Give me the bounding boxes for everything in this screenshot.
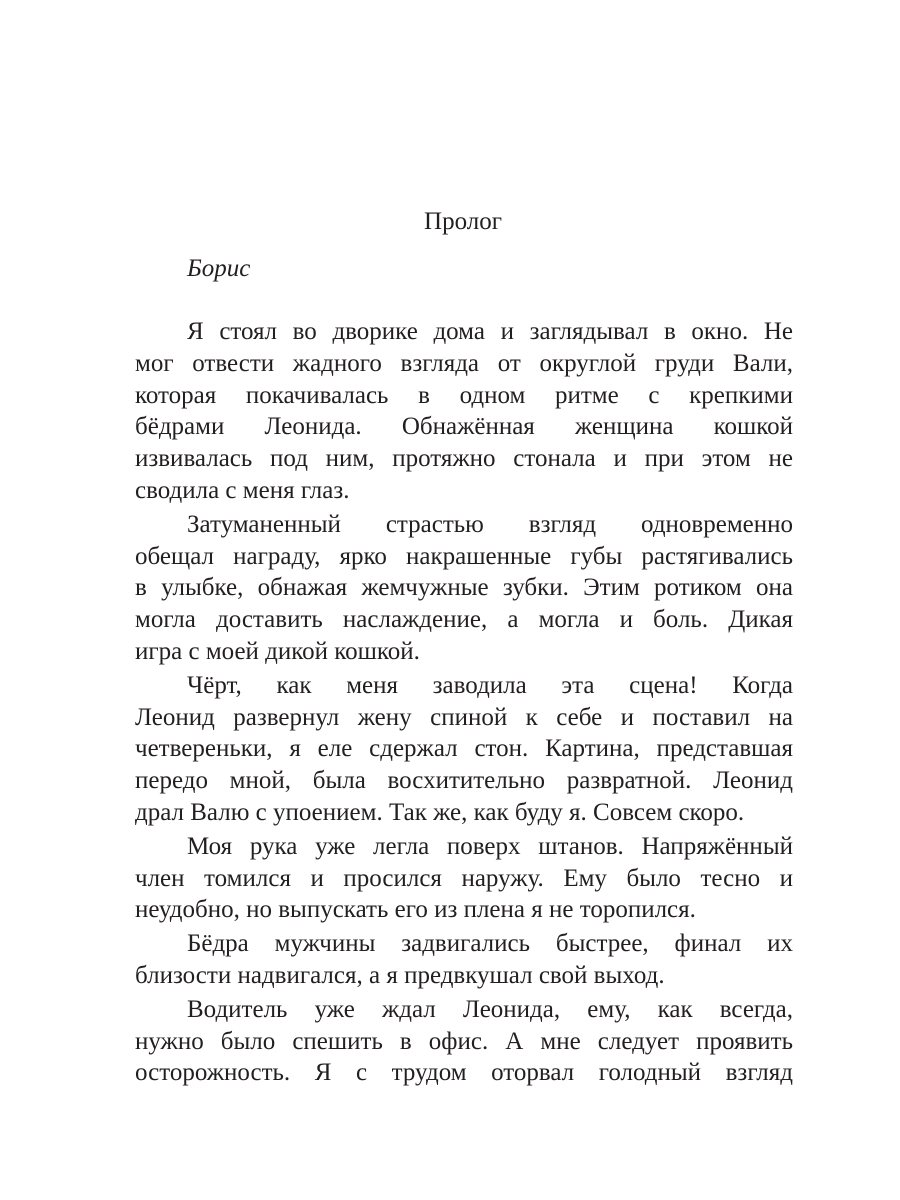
text-line: могла доставить наслаждение, а могла и боль. Дикая xyxy=(135,606,793,634)
text-line: передо мной, была восхитительно развратной. Леонид xyxy=(135,767,793,795)
text-line: неудобно, но выпускать его из плена я не торопился. xyxy=(135,896,696,924)
text-line: Бёдра мужчины задвигались быстрее, финал их xyxy=(187,930,793,958)
text-line: Я стоял во дворике дома и заглядывал в окно. Не xyxy=(187,318,793,345)
text-line: член томился и просился наружу. Ему было тесно и xyxy=(135,864,793,892)
text-line: осторожность. Я с трудом оторвал голодный взгляд xyxy=(135,1059,793,1087)
text-line: Леонид развернул жену спиной к себе и поставил на xyxy=(135,703,793,731)
paragraph xyxy=(135,928,793,992)
text-line: сводила с меня глаз. xyxy=(135,476,350,504)
paragraph xyxy=(135,316,793,507)
text-line: извивалась под ним, протяжно стонала и при этом не xyxy=(135,445,793,473)
chapter-title: Пролог xyxy=(424,208,502,235)
text-line: Водитель уже ждал Леонида, ему, как всегда, xyxy=(187,995,793,1023)
text-line: нужно было спешить в офис. А мне следует проявить xyxy=(135,1027,793,1055)
text-line: близости надвигался, а я предвкушал свой выход. xyxy=(135,961,665,989)
text-line: в улыбке, обнажая жемчужные зубки. Этим ротиком она xyxy=(135,574,793,602)
text-line: обещал награду, ярко накрашенные губы растягивались xyxy=(135,542,793,570)
pov-character-name: Борис xyxy=(187,255,251,282)
paragraph xyxy=(135,994,793,1089)
text-line: четвереньки, я еле сдержал стон. Картина, представшая xyxy=(135,735,793,763)
text-line: драл Валю с упоением. Так же, как буду я. Совсем скоро. xyxy=(135,798,745,826)
text-line: бёдрами Леонида. Обнажённая женщина кошкой xyxy=(135,413,793,441)
text-line: мог отвести жадного взгляда от округлой груди Вали, xyxy=(135,349,793,377)
paragraph xyxy=(135,509,793,668)
text-line: Затуманенный страстью взгляд одновременно xyxy=(187,510,793,538)
text-line: которая покачивалась в одном ритме с крепкими xyxy=(135,381,793,409)
text-line: Чёрт, как меня заводила эта сцена! Когда xyxy=(187,671,793,699)
body-text xyxy=(135,316,793,1091)
paragraph xyxy=(135,670,793,829)
paragraph xyxy=(135,831,793,926)
text-line: игра с моей дикой кошкой. xyxy=(135,637,420,665)
text-line: Моя рука уже легла поверх штанов. Напряжённый xyxy=(187,832,793,860)
